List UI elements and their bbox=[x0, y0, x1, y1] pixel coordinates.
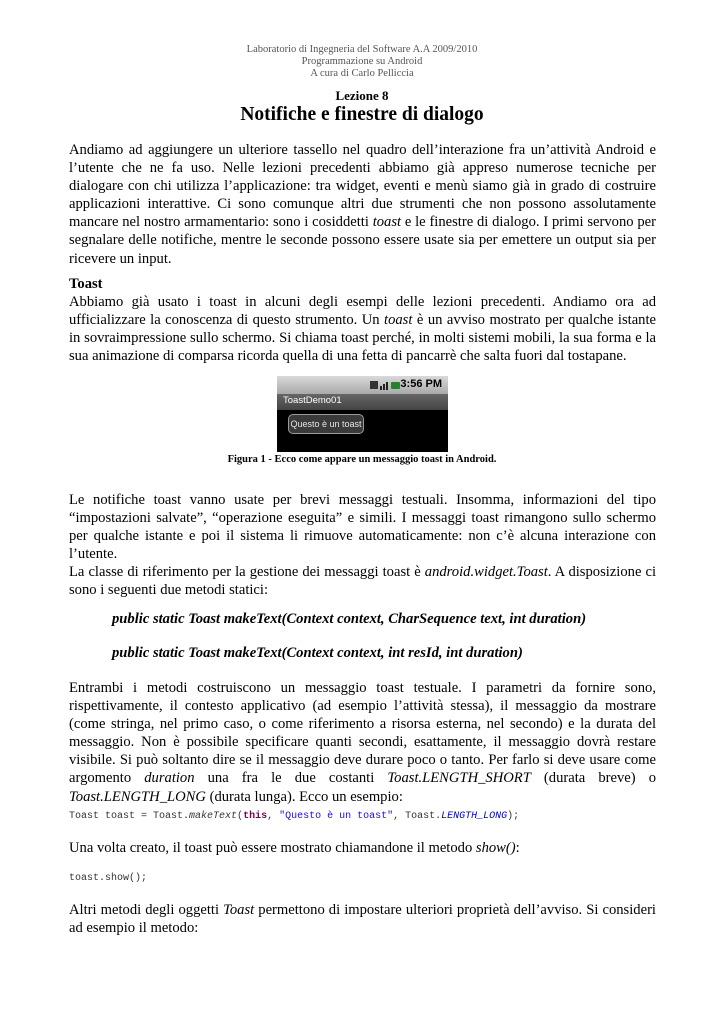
figure-caption: Figura 1 - Ecco come appare un messaggio toast in Android. bbox=[227, 454, 497, 465]
show-paragraph: Una volta creato, il toast può essere mostrato chiamandone il metodo show(): bbox=[69, 840, 520, 856]
header-subject: Programmazione su Android bbox=[301, 56, 423, 67]
toast-text: Questo è un toast bbox=[290, 419, 362, 429]
usage-paragraph: Le notifiche toast vanno usate per brevi messaggi testuali. Insomma, informazioni del tipo “impostazioni salvate”, “operazione eseguita” e simili. I messaggi toast rimangono sullo schermo per qualche istante e poi il sistema li rimuove automaticamente: non c’è alcuna interazione con l’utente. La classe di riferimento per la gestione dei messaggi toast è android.widget.Toast. A disposizione ci sono i seguenti due metodi statici: bbox=[69, 492, 657, 599]
method-signature-2: public static Toast makeText(Context context, int resId, int duration) bbox=[112, 645, 523, 661]
methods-paragraph: Entrambi i metodi costruiscono un messaggio toast testuale. I parametri da fornire sono, rispettivamente, il contesto applicativo (ad esempio l’attività stessa), il messaggio da mostrare (come stringa, nel primo caso, o come riferimento a risorsa esterna, nel secondo) e la durata del messaggio. Non è possibile specificare quanti secondi, esattamente, il messaggio dovrà restare visibile. Si può soltanto dire se il messaggio deve durare poco o tanto. Per farlo si deve usare come argomento duration una fra le due costanti Toast.LENGTH_SHORT (durata breve) o Toast.LENGTH_LONG (durata lunga). Ecco un esempio: bbox=[69, 680, 656, 805]
code-example-show: toast.show(); bbox=[69, 873, 148, 884]
intro-paragraph: Andiamo ad aggiungere un ulteriore tassello nel quadro dell’interazione fra un’attività Android e l’utente che ne fa uso. Nelle lezioni precedenti abbiamo già appreso numerose tecniche per dialogare con chi utilizza l’applicazione: tra widget, eventi e menù siamo già in grado di costruire applicazioni interattive. Ci sono comunque altri due strumenti che non possono assolutamente mancare nel nostro armamentario: sono i cosiddetti toast e le finestre di dialogo. I primi servono per segnalare delle notifiche, mentre le seconde possono essere usate sia per emettere un output sia per ricevere un input. bbox=[69, 142, 656, 267]
method-signature-1: public static Toast makeText(Context context, CharSequence text, int duration) bbox=[112, 611, 587, 627]
other-methods-paragraph: Altri metodi degli oggetti Toast permettono di impostare ulteriori proprietà dell’avviso. Si consideri ad esempio il metodo: bbox=[69, 902, 656, 937]
app-title-bar bbox=[277, 394, 448, 410]
toast-message bbox=[288, 414, 364, 434]
header-author: A cura di Carlo Pelliccia bbox=[310, 68, 414, 79]
section-heading-toast: Toast bbox=[69, 276, 103, 292]
status-time: 3:56 PM bbox=[400, 378, 442, 390]
toast-intro-paragraph: Abbiamo già usato i toast in alcuni degli esempi delle lezioni precedenti. Andiamo ora ad ufficializzare la conoscenza di questo strumento. Un toast è un avviso mostrato per qualche istante in sovraimpressione sullo schermo. Si chiama toast perché, in molti sistemi mobili, la sua forma e la sua animazione di comparsa ricorda quella di una fetta di pancarrè che salta fuori dal tostapane. bbox=[69, 294, 657, 365]
header-course: Laboratorio di Ingegneria del Software A.A 2009/2010 bbox=[246, 44, 478, 55]
page-title: Notifiche e finestre di dialogo bbox=[240, 104, 484, 125]
toast-screenshot bbox=[277, 376, 448, 452]
status-bar bbox=[277, 376, 448, 394]
code-example-maketext: Toast toast = Toast.makeText(this, "Questo è un toast", Toast.LENGTH_LONG); bbox=[69, 811, 520, 822]
lesson-number: Lezione 8 bbox=[335, 88, 389, 103]
app-title: ToastDemo01 bbox=[283, 395, 342, 406]
signal-battery-icon bbox=[370, 379, 400, 391]
